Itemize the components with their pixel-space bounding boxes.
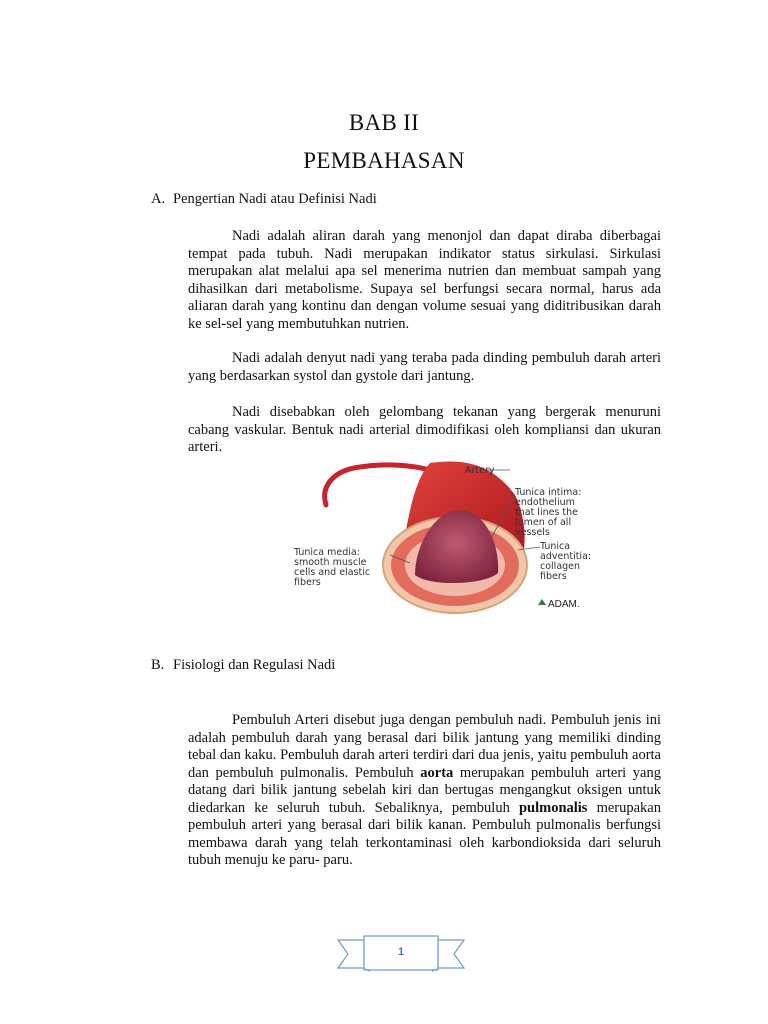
section-a-letter: A. (151, 191, 166, 207)
paragraph-a3 (188, 404, 661, 457)
label-intima-4: lumen of all (515, 517, 572, 528)
paragraph-a2-text: Nadi adalah denyut nadi yang teraba pada dinding pembuluh darah arteri yang berdasarkan systol dan gystole dari jantung. (188, 350, 661, 384)
paragraph-b1-part3: merupakan pembuluh arteri yang berasal dari bilik kanan. Pembuluh pulmonalis berfungsi membawa darah yang telah terkontaminasi oleh karbondioksida dari seluruh tubuh menuju ke paru- paru. (188, 799, 661, 868)
label-intima-5: vessels (515, 527, 550, 538)
chapter-title: BAB II (348, 110, 420, 135)
adam-logo: ADAM. (548, 599, 580, 610)
artery-illustration (290, 455, 620, 620)
label-artery: Artery (465, 465, 495, 476)
paragraph-b1 (188, 712, 661, 870)
label-intima-3: that lines the (515, 507, 579, 518)
label-media-3: cells and elastic (294, 567, 371, 578)
section-b-title: Fisiologi dan Regulasi Nadi (173, 657, 336, 673)
label-media-4: fibers (294, 577, 321, 588)
paragraph-a3-text: Nadi disebabkan oleh gelombang tekanan yang bergerak menuruni cabang vaskular. Bentuk nadi arterial dimodifikasi oleh kompliansi dan ukuran arteri. (188, 404, 661, 455)
label-media-1: Tunica media: (294, 547, 360, 558)
label-intima-2: endothelium (515, 497, 575, 508)
label-adventitia-2: adventitia: (540, 551, 592, 562)
label-media-2: smooth muscle (294, 557, 367, 568)
section-a-heading (151, 191, 377, 208)
paragraph-a1 (188, 228, 661, 333)
chapter-subtitle: PEMBAHASAN (303, 148, 465, 173)
paragraph-b1-part1: Pembuluh Arteri disebut juga dengan pembuluh nadi. Pembuluh jenis ini adalah pembuluh darah yang berasal dari bilik jantung yang memiliki dinding tebal dan kaku. Pembuluh darah arteri terdiri dari dua jenis, yaitu pembuluh aorta dan pembuluh pulmonalis. Pembuluh (188, 712, 661, 781)
label-adventitia-3: collagen (540, 561, 581, 572)
page-number-ribbon (336, 934, 466, 974)
label-intima-1: Tunica intima: (515, 487, 582, 498)
section-b-letter: B. (151, 657, 165, 673)
adam-logo-icon (538, 599, 546, 605)
section-b-heading (151, 657, 335, 674)
page-number: 1 (397, 946, 405, 958)
paragraph-a2 (188, 350, 661, 385)
term-aorta: aorta (420, 764, 454, 781)
term-pulmonalis: pulmonalis (518, 799, 588, 816)
paragraph-a1-text: Nadi adalah aliran darah yang menonjol dan dapat diraba diberbagai tempat pada tubuh. Nadi merupakan indikator status sirkulasi. Sirkulasi merupakan alat melalui apa sel menerima nutrien dan membuat sampah yang dihasilkan dari metabolisme. Supaya sel berfungsi secara normal, harus ada aliaran darah yang kontinu dan dengan volume sesuai yang diditribusikan darah ke sel-sel yang membutuhkan nutrien. (188, 228, 661, 332)
label-adventitia-1: Tunica (540, 541, 571, 552)
paragraph-b1-part2: merupakan pembuluh arteri yang datang dari bilik jantung sebelah kiri dan bertugas mengangkut oksigen untuk diedarkan ke seluruh tubuh. Sebaliknya, pembuluh (188, 764, 661, 816)
label-adventitia-4: fibers (540, 571, 567, 582)
section-a-title: Pengertian Nadi atau Definisi Nadi (173, 191, 377, 207)
